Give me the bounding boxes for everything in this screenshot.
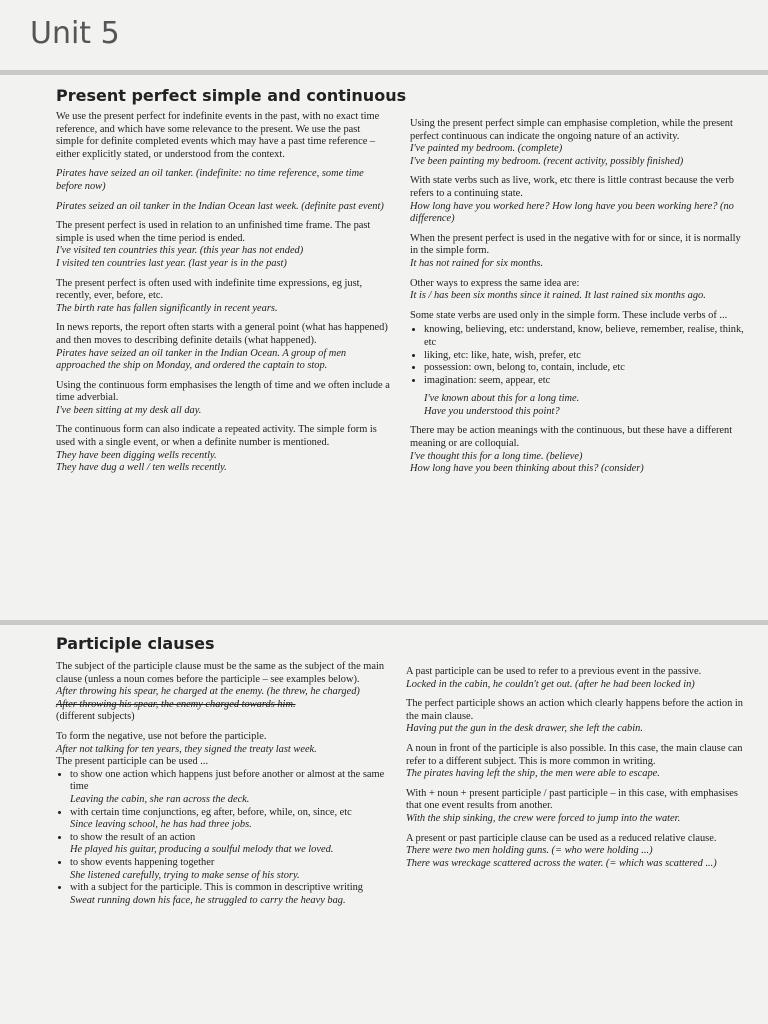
paragraph: Other ways to express the same idea are: bbox=[410, 277, 580, 289]
paragraph: With + noun + present participle / past participle – in this case, with emphasises that one event results from another. bbox=[406, 787, 738, 812]
example: It is / has been six months since it rained. It last rained six months ago. bbox=[410, 290, 706, 302]
example: They have dug a well / ten wells recently. bbox=[56, 462, 227, 474]
list-item: • to show events happening together She listened carefully, trying to make sense of his story. bbox=[70, 857, 390, 882]
example: I've known about this for a long time. bbox=[424, 393, 580, 405]
example: I've been painting my bedroom. (recent activity, possibly finished) bbox=[410, 155, 684, 167]
list-item: • imagination: seem, appear, etc bbox=[424, 375, 746, 388]
example: With the ship sinking, the crew were forced to jump into the water. bbox=[406, 812, 681, 824]
paragraph: The present perfect is used in relation to an unfinished time frame. The past simple is used when the time period is ended. bbox=[56, 220, 371, 244]
example: There was wreckage scattered across the water. (= which was scattered ...) bbox=[406, 857, 717, 869]
example: Pirates seized an oil tanker in the Indian Ocean last week. (definite past event) bbox=[56, 200, 384, 212]
example: After throwing his spear, he charged at the enemy. (he threw, he charged) bbox=[56, 686, 360, 698]
section-divider bbox=[0, 620, 768, 625]
section1-right-column bbox=[410, 118, 746, 483]
section2-left-column bbox=[56, 661, 390, 907]
paragraph: We use the present perfect for indefinite events in the past, with no exact time reference, and which have some relevance to the present. We use the past simple for definite completed events which may have a past time reference – either explicitly stated, or understood from the context. bbox=[56, 111, 380, 160]
example: How long have you worked here? How long have you been working here? (no difference) bbox=[410, 200, 734, 225]
paragraph: The subject of the participle clause must be the same as the subject of the main clause (unless a noun comes before the participle – see examples below). bbox=[56, 661, 385, 685]
section1-left-column bbox=[56, 111, 390, 482]
list-item: • with certain time conjunctions, eg after, before, while, on, since, etc Since leaving school, he has had three jobs. bbox=[70, 807, 390, 832]
example: Pirates have seized an oil tanker in the Indian Ocean. A group of men approached the ship on Monday, and ordered the captain to stop. bbox=[56, 347, 347, 372]
header-divider bbox=[0, 70, 768, 75]
list-item: • to show the result of an action He played his guitar, producing a soulful melody that we loved. bbox=[70, 832, 390, 857]
paragraph: When the present perfect is used in the negative with for or since, it is normally in the simple form. bbox=[410, 232, 741, 257]
paragraph: There may be action meanings with the continuous, but these have a different meaning or are colloquial. bbox=[410, 425, 733, 450]
section-title-present-perfect: Present perfect simple and continuous bbox=[56, 86, 407, 105]
note: (different subjects) bbox=[56, 711, 135, 723]
example: They have been digging wells recently. bbox=[56, 449, 217, 461]
paragraph: The continuous form can also indicate a repeated activity. The simple form is used with a single event, or when a definite number is mentioned. bbox=[56, 424, 377, 449]
example: The birth rate has fallen significantly in recent years. bbox=[56, 302, 278, 314]
example-struck: After throwing his spear, the enemy charged towards him. bbox=[56, 698, 296, 710]
paragraph: In news reports, the report often starts with a general point (what has happened) and then moves to describing definite details (what happened). bbox=[56, 322, 388, 346]
paragraph: The present participle can be used ... bbox=[56, 756, 209, 768]
example: How long have you been thinking about this? (consider) bbox=[410, 463, 644, 475]
list-item: • liking, etc: like, hate, wish, prefer, etc bbox=[424, 350, 746, 363]
unit-title: Unit 5 bbox=[30, 16, 120, 51]
example: Having put the gun in the desk drawer, she left the cabin. bbox=[406, 723, 643, 735]
paragraph: A past participle can be used to refer to a previous event in the passive. bbox=[406, 666, 702, 677]
list-item: • to show one action which happens just before another or almost at the same time Leaving the cabin, she ran across the deck. bbox=[70, 769, 390, 807]
example: Pirates have seized an oil tanker. (indefinite: no time reference, some time before now) bbox=[56, 168, 364, 192]
example: Locked in the cabin, he couldn't get out. (after he had been locked in) bbox=[406, 678, 695, 690]
paragraph: A present or past participle clause can be used as a reduced relative clause. bbox=[406, 832, 717, 844]
example: I've painted my bedroom. (complete) bbox=[410, 143, 563, 155]
section2-right-column bbox=[406, 666, 746, 877]
paragraph: The perfect participle shows an action which clearly happens before the action in the main clause. bbox=[406, 698, 743, 722]
paragraph: A noun in front of the participle is also possible. In this case, the main clause can refer to a different subject. This is more common in writing. bbox=[406, 742, 743, 767]
example: The pirates having left the ship, the men were able to escape. bbox=[406, 768, 660, 780]
example: Have you understood this point? bbox=[424, 405, 560, 417]
example: I visited ten countries last year. (last year is in the past) bbox=[56, 257, 287, 269]
example: I've thought this for a long time. (believe) bbox=[410, 450, 583, 462]
paragraph: With state verbs such as live, work, etc there is little contrast because the verb refers to a continuing state. bbox=[410, 175, 734, 199]
paragraph: To form the negative, use not before the participle. bbox=[56, 730, 267, 742]
list-item: • possession: own, belong to, contain, include, etc bbox=[424, 362, 746, 375]
example: I've been sitting at my desk all day. bbox=[56, 404, 202, 416]
section-title-participle-clauses: Participle clauses bbox=[56, 634, 215, 653]
example: There were two men holding guns. (= who were holding ...) bbox=[406, 845, 653, 857]
list-item: • knowing, believing, etc: understand, know, believe, remember, realise, think, etc bbox=[424, 324, 746, 349]
paragraph: Using the present perfect simple can emphasise completion, while the present perfect continuous can indicate the ongoing nature of an activity. bbox=[410, 118, 733, 142]
paragraph: Some state verbs are used only in the simple form. These include verbs of ... bbox=[410, 309, 728, 321]
paragraph: The present perfect is often used with indefinite time expressions, eg just, recently, ever, before, etc. bbox=[56, 277, 363, 302]
example: I've visited ten countries this year. (this year has not ended) bbox=[56, 245, 304, 257]
list-item: • with a subject for the participle. This is common in descriptive writing Sweat running down his face, he struggled to carry the heavy bag. bbox=[70, 882, 390, 907]
state-verbs-list bbox=[410, 324, 746, 387]
example: It has not rained for six months. bbox=[410, 257, 544, 269]
paragraph: Using the continuous form emphasises the length of time and we often include a time adverbial. bbox=[56, 379, 390, 404]
example: After not talking for ten years, they signed the treaty last week. bbox=[56, 743, 317, 755]
participle-uses-list bbox=[56, 769, 390, 908]
